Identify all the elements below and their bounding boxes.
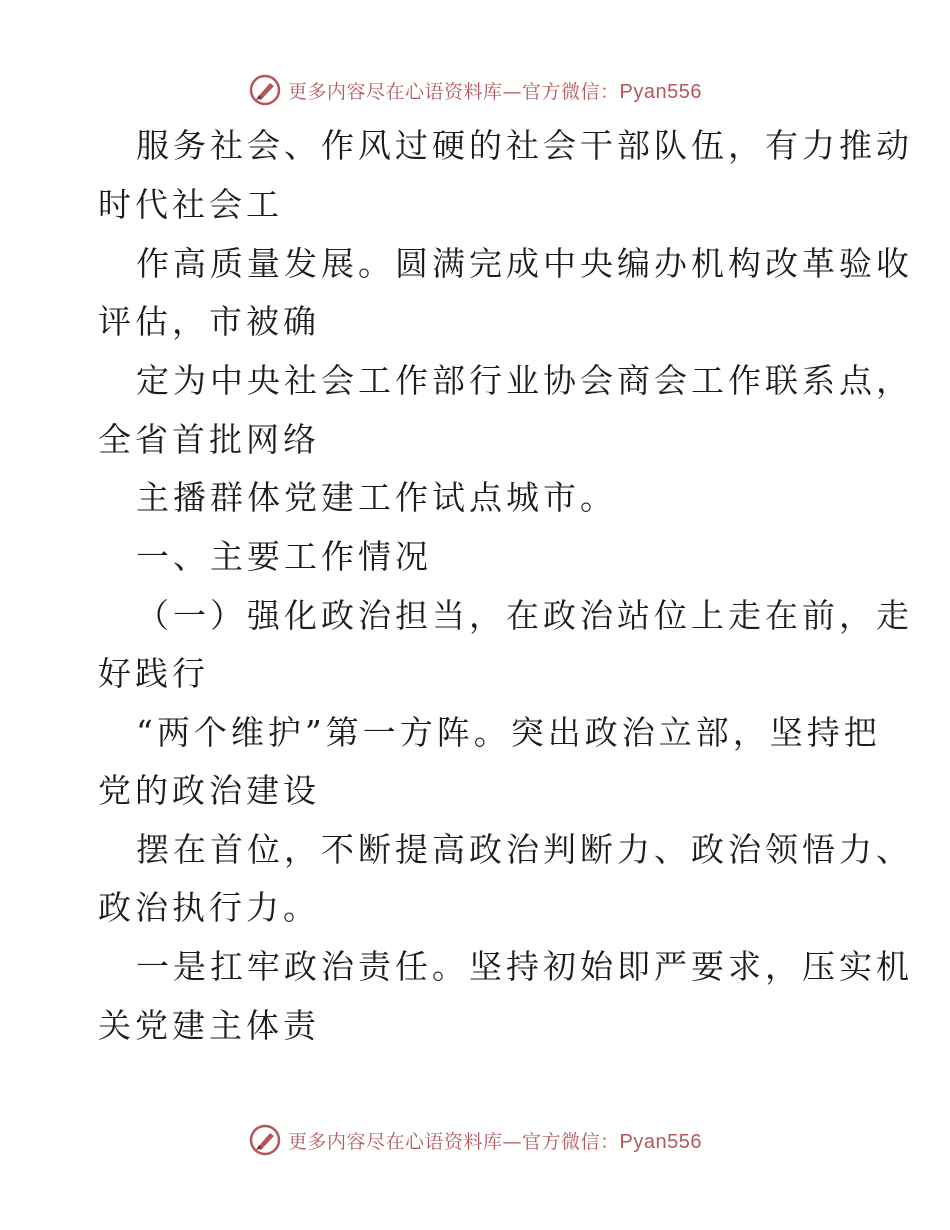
- body-line: 一是扛牢政治责任。坚持初始即严要求，压实机: [136, 947, 913, 986]
- watermark-wechat-id: Pyan556: [619, 80, 702, 103]
- watermark-wechat-id: Pyan556: [619, 1130, 702, 1153]
- body-line: 作高质量发展。圆满完成中央编办机构改革验收: [136, 244, 913, 283]
- body-line: （一）强化政治担当，在政治站位上走在前，走: [136, 596, 913, 635]
- body-line: 评估，市被确: [98, 302, 320, 341]
- body-line: 关党建主体责: [98, 1006, 320, 1045]
- footer-watermark: [0, 1120, 950, 1160]
- pen-circle-logo-icon: [248, 1123, 282, 1157]
- body-line: 服务社会、作风过硬的社会干部队伍，有力推动: [136, 126, 913, 165]
- body-line: 定为中央社会工作部行业协会商会工作联系点，: [136, 361, 913, 400]
- body-line: 好践行: [98, 654, 209, 693]
- body-line: 全省首批网络: [98, 420, 320, 459]
- watermark-text: 更多内容尽在心语资料库—官方微信：Pyan556: [288, 80, 702, 103]
- watermark-text: 更多内容尽在心语资料库—官方微信：Pyan556: [288, 1130, 702, 1153]
- body-line: 摆在首位，不断提高政治判断力、政治领悟力、: [136, 830, 913, 869]
- header-watermark: [0, 70, 950, 110]
- body-line: 时代社会工: [98, 185, 283, 224]
- body-line: “两个维护”第一方阵。突出政治立部，坚持把: [136, 713, 881, 752]
- section-heading: 一、主要工作情况: [136, 537, 432, 576]
- body-line: 主播群体党建工作试点城市。: [136, 478, 617, 517]
- pen-circle-logo-icon: [248, 73, 282, 107]
- body-line: 政治执行力。: [98, 888, 320, 927]
- body-line: 党的政治建设: [98, 771, 320, 810]
